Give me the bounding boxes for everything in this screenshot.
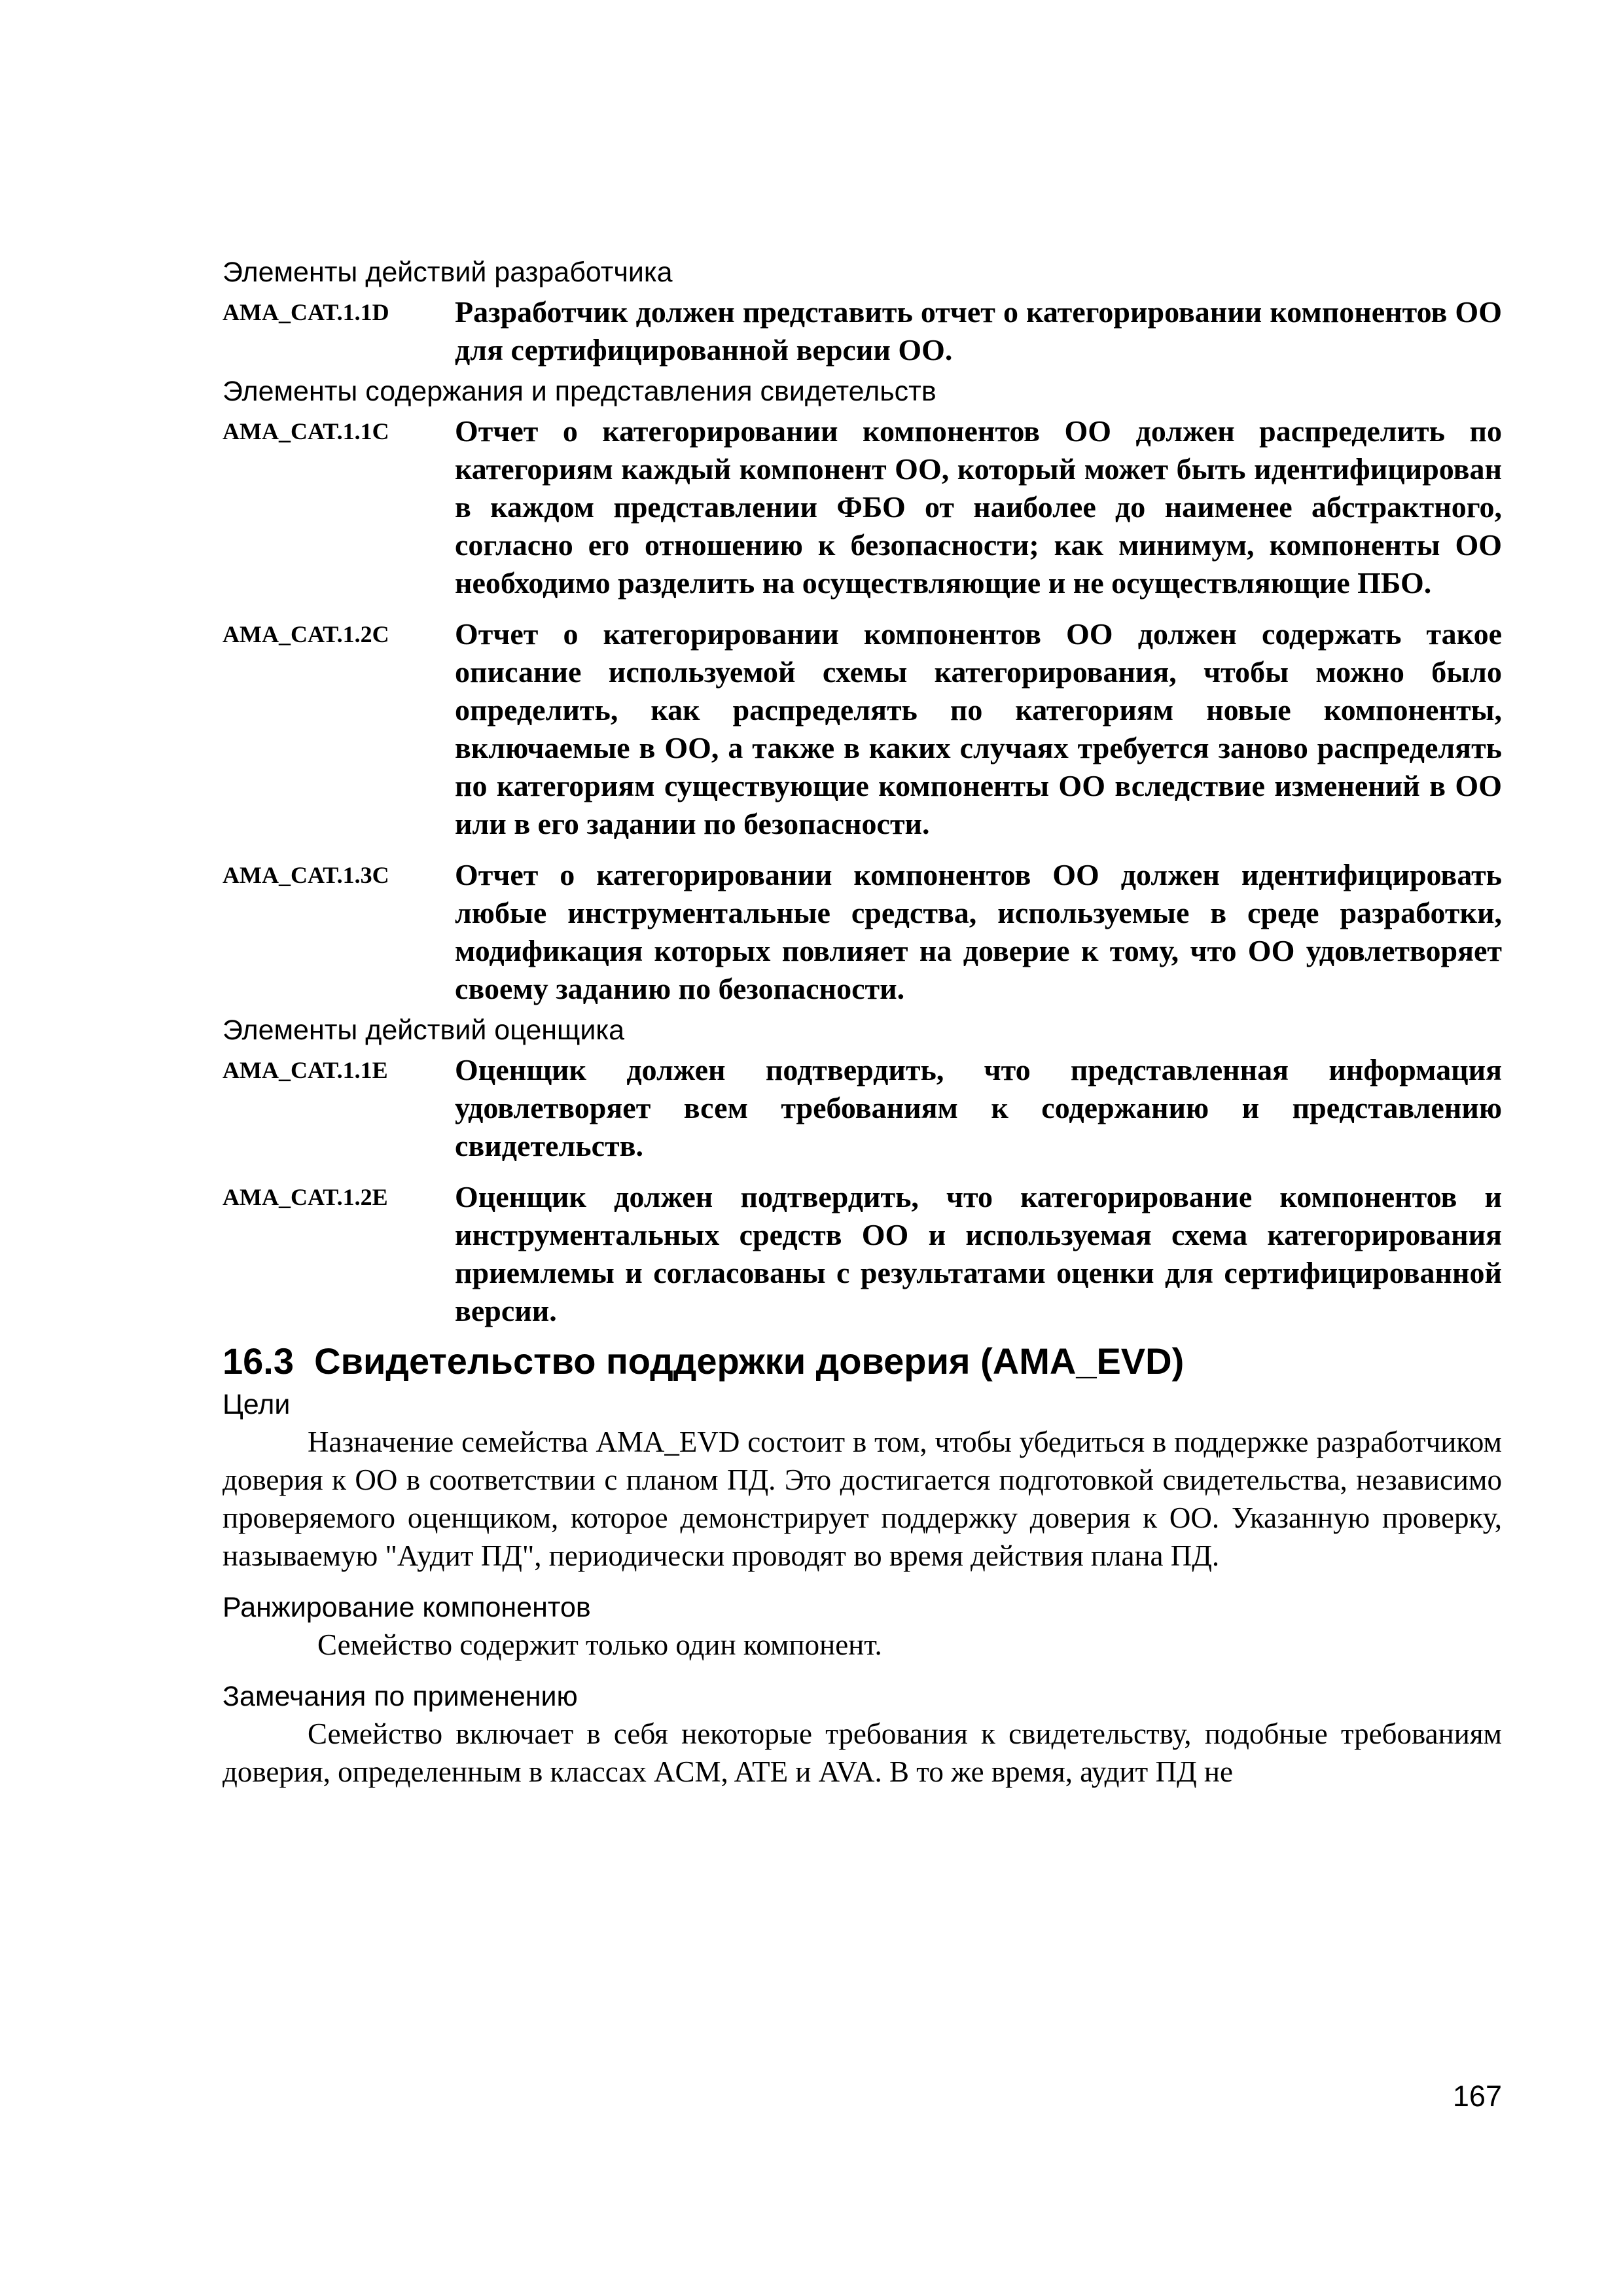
notes-paragraph: Семейство включает в себя некоторые требования к свидетельству, подобные требованиям доверия, определенным в классах ACM, ATE и AVA. В то же время, аудит ПД не xyxy=(223,1717,1502,1788)
requirement-item xyxy=(223,412,1502,602)
requirement-text: Разработчик должен представить отчет о категорировании компонентов ОО для сертифицированной версии ОО. xyxy=(455,295,1502,367)
section-number: 16.3 xyxy=(223,1340,294,1382)
page-number: 167 xyxy=(1452,2079,1502,2113)
requirement-text: Отчет о категорировании компонентов ОО должен идентифицировать любые инструментальные средства, используемые в среде разработки, модификация которых повлияет на доверие к тому, что ОО удовлетворяет своему заданию по безопасности. xyxy=(455,858,1502,1005)
requirement-code: AMA_CAT.1.1D xyxy=(223,299,389,325)
requirement-text: Оценщик должен подтвердить, что представленная информация удовлетворяет всем требованиям к содержанию и представлению свидетельств. xyxy=(455,1053,1502,1162)
dev-actions-heading: Элементы действий разработчика xyxy=(223,257,673,288)
requirement-item xyxy=(223,1051,1502,1165)
evaluator-actions-heading: Элементы действий оценщика xyxy=(223,1014,625,1046)
ranking-paragraph: Семейство содержит только один компонент. xyxy=(317,1628,882,1661)
goals-heading: Цели xyxy=(223,1389,291,1420)
requirement-item xyxy=(223,856,1502,1008)
notes-heading: Замечания по применению xyxy=(223,1681,578,1712)
requirement-text: Отчет о категорировании компонентов ОО должен распределить по категориям каждый компонент ОО, который может быть идентифицирован в каждом представлении ФБО от наиболее до наименее абстрактного, согласно его отношению к безопасности; как минимум, компоненты ОО необходимо разделить на осуществляющие и не осуществляющие ПБО. xyxy=(455,414,1502,600)
section-title xyxy=(223,1338,1502,1385)
page-content xyxy=(223,254,1502,1791)
requirement-code: AMA_CAT.1.1C xyxy=(223,418,389,444)
requirement-code: AMA_CAT.1.2C xyxy=(223,621,389,647)
requirement-text: Оценщик должен подтвердить, что категорирование компонентов и инструментальных средств ОО и используемая схема категорирования приемлемы и согласованы с результатами оценки для сертифицированной версии. xyxy=(455,1180,1502,1327)
requirement-code: AMA_CAT.1.3C xyxy=(223,862,389,888)
requirement-item xyxy=(223,293,1502,369)
requirement-code: AMA_CAT.1.1E xyxy=(223,1057,388,1083)
requirement-item xyxy=(223,1178,1502,1330)
requirement-code: AMA_CAT.1.2E xyxy=(223,1184,388,1210)
requirement-text: Отчет о категорировании компонентов ОО должен содержать такое описание используемой схемы категорирования, чтобы можно было определить, как распределять по категориям новые компоненты, включаемые в ОО, а также в каких случаях требуется заново распределять по категориям существующие компоненты ОО вследствие изменений в ОО или в его задании по безопасности. xyxy=(455,617,1502,840)
goals-paragraph: Назначение семейства AMA_EVD состоит в том, чтобы убедиться в поддержке разработчиком доверия к ОО в соответствии с планом ПД. Это достигается подготовкой свидетельства, независимо проверяемого оценщиком, которое демонстрирует поддержку доверия к ОО. Указанную проверку, называемую "Аудит ПД", периодически проводят во время действия плана ПД. xyxy=(223,1426,1502,1572)
section-title-text: Свидетельство поддержки доверия (AMA_EVD) xyxy=(314,1340,1185,1382)
requirement-item xyxy=(223,615,1502,843)
ranking-heading: Ранжирование компонентов xyxy=(223,1592,591,1623)
content-elements-heading: Элементы содержания и представления свидетельств xyxy=(223,376,936,407)
